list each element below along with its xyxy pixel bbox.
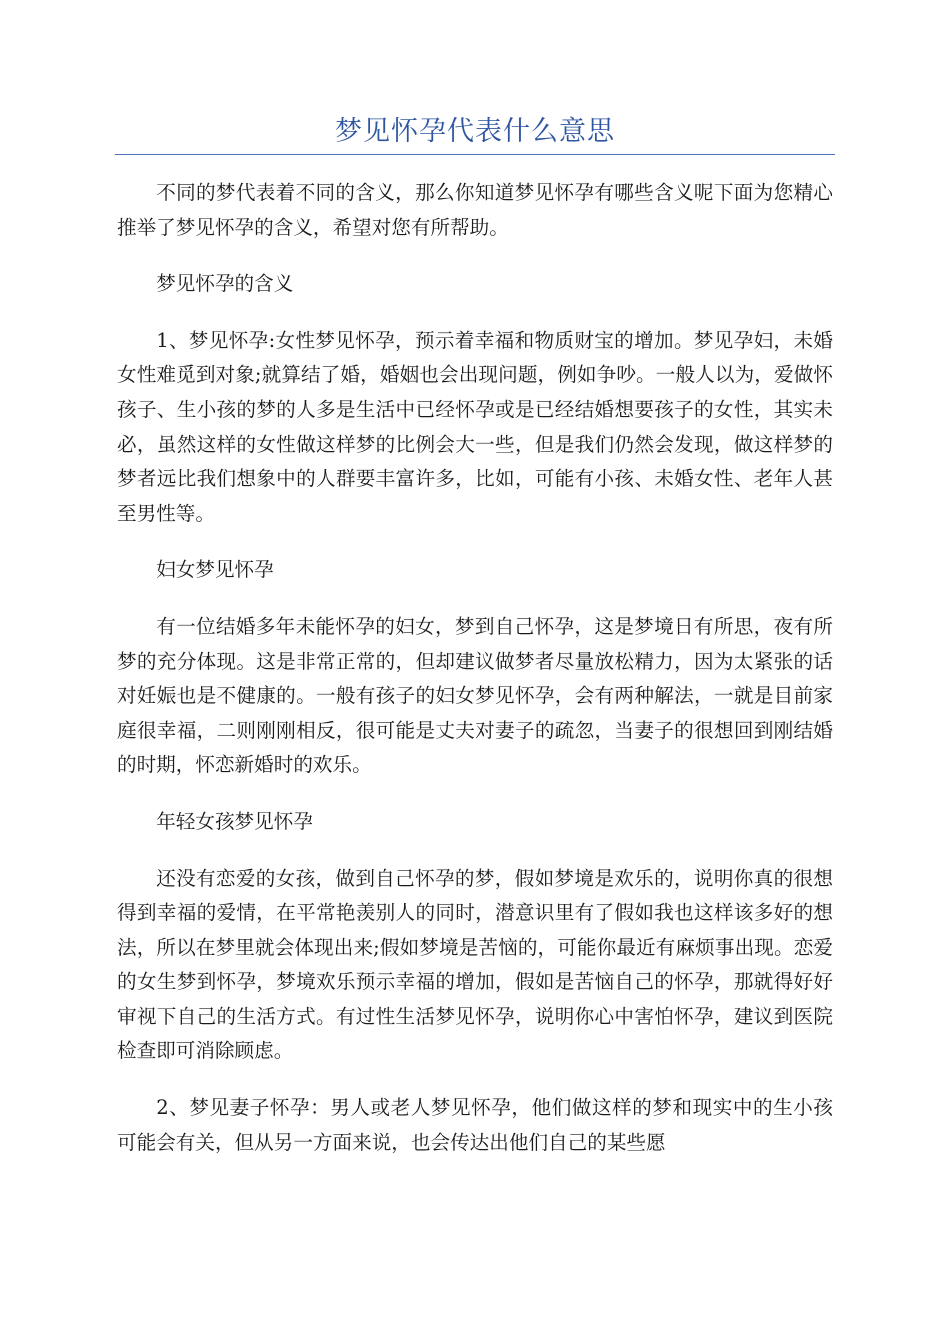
- paragraph-dream-pregnancy: 1、梦见怀孕:女性梦见怀孕，预示着幸福和物质财宝的增加。梦见孕妇，未婚女性难觅到对象;就算结了婚，婚姻也会出现问题，例如争吵。一般人以为，爱做怀孩子、生小孩的梦的人多是生活中已经怀孕或是已经结婚想要孩子的女性，其实未必，虽然这样的女性做这样梦的比例会大一些，但是我们仍然会发现，做这样梦的梦者远比我们想象中的人群要丰富许多，比如，可能有小孩、未婚女性、老年人甚至男性等。: [117, 328, 833, 525]
- intro-paragraph: 不同的梦代表着不同的含义，那么你知道梦见怀孕有哪些含义呢下面为您精心推举了梦见怀孕的含义，希望对您有所帮助。: [117, 181, 833, 239]
- document-title: 梦见怀孕代表什么意思: [335, 116, 615, 147]
- paragraph-young-girls: 还没有恋爱的女孩，做到自己怀孕的梦，假如梦境是欢乐的，说明你真的很想得到幸福的爱情，在平常艳羡别人的同时，潜意识里有了假如我也这样该多好的想法，所以在梦里就会体现出来;假如梦境是苦恼的，可能你最近有麻烦事出现。恋爱的女生梦到怀孕，梦境欢乐预示幸福的增加，假如是苦恼自己的怀孕，那就得好好审视下自己的生活方式。有过性生活梦见怀孕，说明你心中害怕怀孕，建议到医院检查即可消除顾虑。: [117, 866, 833, 1063]
- section-heading-young-girls: 年轻女孩梦见怀孕: [156, 809, 313, 833]
- title-underline: [115, 154, 835, 155]
- section-heading-women: 妇女梦见怀孕: [156, 558, 274, 582]
- document-body: [117, 176, 833, 1182]
- paragraph-women: 有一位结婚多年未能怀孕的妇女，梦到自己怀孕，这是梦境日有所思，夜有所梦的充分体现。这是非常正常的，但却建议做梦者尽量放松精力，因为太紧张的话对妊娠也是不健康的。一般有孩子的妇女梦见怀孕，会有两种解法，一就是目前家庭很幸福，二则刚刚相反，很可能是丈夫对妻子的疏忽，当妻子的很想回到刚结婚的时期，怀恋新婚时的欢乐。: [117, 614, 833, 777]
- paragraph-wife-pregnant: 2、梦见妻子怀孕：男人或老人梦见怀孕，他们做这样的梦和现实中的生小孩可能会有关，但从另一方面来说，也会传达出他们自己的某些愿: [117, 1096, 833, 1154]
- section-heading-meaning: 梦见怀孕的含义: [156, 272, 294, 296]
